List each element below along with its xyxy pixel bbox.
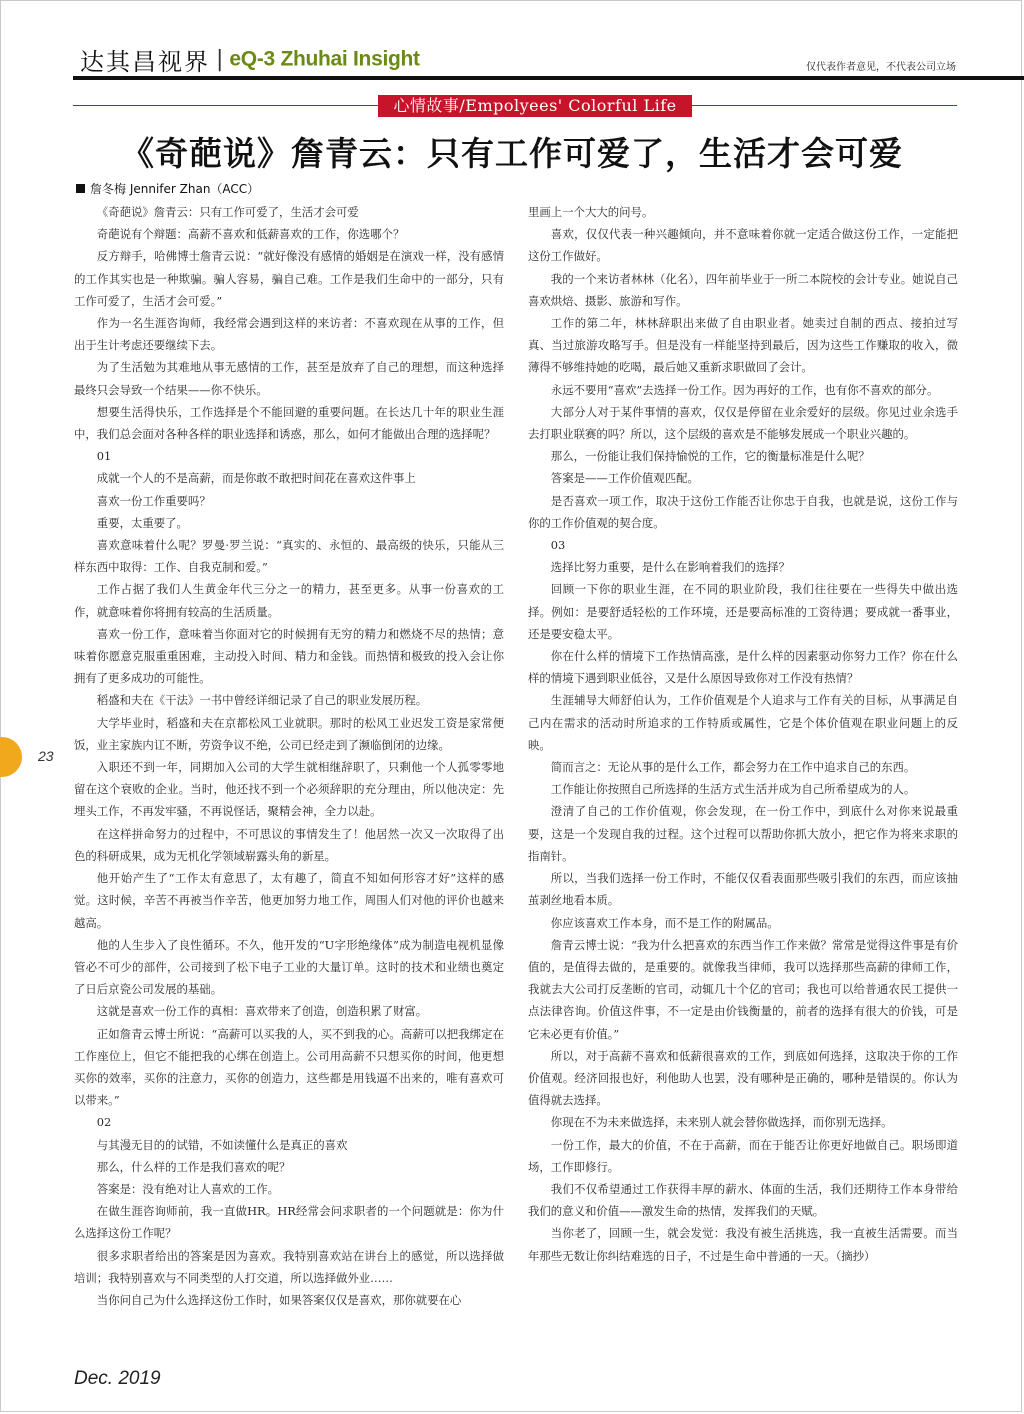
header-rule [73,76,1024,80]
paragraph: 澄清了自己的工作价值观，你会发现，在一份工作中，到底什么对你来说最重要，这是一个发现自我的过程。这个过程可以帮助你抓大放小，把它作为将来求职的指南针。 [528,804,958,863]
paragraph: 大部分人对于某件事情的喜欢，仅仅是停留在业余爱好的层级。你见过业余选手去打职业联赛的吗？所以，这个层级的喜欢是不能够发展成一个职业兴趣的。 [528,404,958,442]
paragraph: 答案是——工作价值观匹配。 [550,471,699,486]
byline [76,180,259,197]
disclaimer: 仅代表作者意见，不代表公司立场 [806,62,956,73]
paragraph: 那么，一份能让我们保持愉悦的工作，它的衡量标准是什么呢？ [550,449,870,464]
paragraph: 喜欢意味着什么呢？罗曼·罗兰说：“真实的、永恒的、最高级的快乐，只能从三样东西中取得：工作、自我克制和爱。” [74,538,504,575]
paragraph: 所以，对于高薪不喜欢和低薪很喜欢的工作，到底如何选择，这取决于你的工作价值观。经济回报也好，利他助人也罢，没有哪种是正确的，哪种是错误的。你认为值得就去选择。 [528,1048,958,1108]
page-number: 23 [38,748,54,764]
paragraph: 为了生活勉为其难地从事无感情的工作，甚至是放弃了自己的理想，而这种选择最终只会导致一个结果——你不快乐。 [74,360,504,397]
paragraph: 答案是：没有绝对让人喜欢的工作。 [96,1181,280,1196]
article-title: 《奇葩说》詹青云：只有工作可爱了，生活才会可爱 [121,134,903,173]
masthead-separator: | [216,47,224,72]
paragraph: 选择比努力重要，是什么在影响着我们的选择？ [550,560,791,575]
section-banner: 心情故事/Empolyees' Colorful Life [378,95,692,117]
paragraph: 奇葩说有个辩题：高薪不喜欢和低薪喜欢的工作，你选哪个？ [96,227,405,242]
paragraph: 很多求职者给出的答案是因为喜欢。我特别喜欢站在讲台上的感觉，所以选择做培训；我特别喜欢与不同类型的人打交道，所以选择做外业…… [74,1248,504,1285]
paragraph: 简而言之：无论从事的是什么工作，都会努力在工作中追求自己的东西。 [550,760,916,775]
square-bullet-icon [76,184,85,193]
paragraph: 重要，太重要了。 [96,515,188,530]
banner-rule-left [73,105,378,106]
paragraph: 工作占据了我们人生黄金年代三分之一的精力，甚至更多。从事一份喜欢的工作，就意味着你将拥有较高的生活质量。 [74,582,504,619]
paragraph: 你现在不为未来做选择，未来别人就会替你做选择，而你别无选择。 [550,1115,893,1130]
paragraph: 成就一个人的不是高薪，而是你敢不敢把时间花在喜欢这件事上 [96,471,416,486]
article-column-right [528,201,958,1361]
paragraph: 是否喜欢一项工作，取决于这份工作能否让你忠于自我，也就是说，这份工作与你的工作价值观的契合度。 [528,493,958,530]
paragraph: 我们不仅希望通过工作获得丰厚的薪水、体面的生活，我们还期待工作本身带给我们的意义和价值——激发生命的热情，发挥我们的天赋。 [528,1181,958,1219]
masthead [80,42,420,76]
paragraph: 01 [96,449,112,464]
paragraph: 当你问自己为什么选择这份工作时，如果答案仅仅是喜欢，那你就要在心 [96,1292,462,1307]
paragraph: 入职还不到一年，同期加入公司的大学生就相继辞职了，只剩他一个人孤零零地留在这个衰败的企业。当时，他还找不到一个必须辞职的充分理由，所以他决定：先埋头工作，不再发牢骚，不再说怪话，聚精会神，全力以赴。 [74,760,504,819]
paragraph: 回顾一下你的职业生涯，在不同的职业阶段，我们往往要在一些得失中做出选择。例如：是要舒适轻松的工作环境，还是要高标准的工资待遇；要成就一番事业，还是要安稳太平。 [528,582,958,641]
paragraph: 反方辩手，哈佛博士詹青云说：“就好像没有感情的婚姻是在演戏一样，没有感情的工作其实也是一种欺骗。骗人容易，骗自己难。工作是我们生命中的一部分，只有工作可爱了，生活才会可爱。” [74,249,504,308]
paragraph: 02 [96,1115,112,1130]
paragraph: 詹青云博士说：“我为什么把喜欢的东西当作工作来做？常常是觉得这件事是有价值的，是值得去做的，是重要的。就像我当律师，我可以选择那些高薪的律师工作，我就去大公司打反垄断的官司，动辄几十个亿的官司；我也可以给普通农民工提供一点法律咨询。价值这件事，不一定是由价钱衡量的，前者的选择有很大的价钱，可是它未必更有价值。” [528,937,958,1041]
paragraph: 作为一名生涯咨询师，我经常会遇到这样的来访者：不喜欢现在从事的工作，但出于生计考虑还要继续下去。 [74,316,504,353]
paragraph: 生涯辅导大师舒伯认为，工作价值观是个人追求与工作有关的目标，从事满足自己内在需求的活动时所追求的工作特质或属性，它是个体价值观在职业问题上的反映。 [528,693,958,752]
paragraph: 03 [550,538,566,553]
paragraph: 工作的第二年，林林辞职出来做了自由职业者。她卖过自制的西点、接拍过写真、当过旅游攻略写手。但是没有一样能坚持到最后，因为这些工作赚取的收入，微薄得不够维持她的吃喝，最后她又重新求职做回了会计。 [528,316,958,375]
paragraph: 当你老了，回顾一生，就会发觉：我没有被生活挑选，我一直被生活需要。而当年那些无数让你纠结难选的日子，不过是生命中普通的一天。（摘抄） [528,1226,958,1263]
paragraph: 他开始产生了“工作太有意思了，太有趣了，简直不知如何形容才好”这样的感觉。这时候，辛苦不再被当作辛苦，他更加努力地工作，周围人们对他的评价也越来越高。 [74,871,504,930]
paragraph: 里画上一个大大的问号。 [528,205,654,219]
paragraph: 他的人生步入了良性循环。不久，他开发的“U字形绝缘体”成为制造电视机显像管必不可少的部件，公司接到了松下电子工业的大量订单。这时的技术和业绩也奠定了日后京瓷公司发展的基础。 [74,937,504,997]
paragraph: 在做生涯咨询师前，我一直做HR。HR经常会问求职者的一个问题就是：你为什么选择这份工作呢？ [74,1204,504,1241]
paragraph: 在这样拼命努力的过程中，不可思议的事情发生了！他居然一次又一次取得了出色的科研成果，成为无机化学领域崭露头角的新星。 [74,826,504,863]
paragraph: 所以，当我们选择一份工作时，不能仅仅看表面那些吸引我们的东西，而应该抽茧剥丝地看本质。 [528,871,958,908]
paragraph: 喜欢，仅仅代表一种兴趣倾向，并不意味着你就一定适合做这份工作，一定能把这份工作做好。 [528,227,958,264]
masthead-english: eQ-3 Zhuhai Insight [229,47,420,71]
paragraph: 稻盛和夫在《干法》一书中曾经详细记录了自己的职业发展历程。 [96,693,428,708]
paragraph: 大学毕业时，稻盛和夫在京都松风工业就职。那时的松风工业迟发工资是家常便饭，业主家族内讧不断，劳资争议不绝，公司已经走到了濒临倒闭的边缘。 [74,715,504,752]
paragraph: 永远不要用“喜欢”去选择一份工作。因为再好的工作，也有你不喜欢的部分。 [550,382,939,397]
paragraph: 你应该喜欢工作本身，而不是工作的附属品。 [550,915,779,930]
paragraph: 这就是喜欢一份工作的真相：喜欢带来了创造，创造积累了财富。 [96,1004,428,1019]
author-name: 詹冬梅 Jennifer Zhan（ACC） [90,182,260,196]
paragraph: 工作能让你按照自己所选择的生活方式生活并成为自己所希望成为的人。 [550,782,916,797]
paragraph: 你在什么样的情境下工作热情高涨，是什么样的因素驱动你努力工作？你在什么样的情境下遇到职业低谷，又是什么原因导致你对工作没有热情？ [528,649,958,686]
paragraph: 一份工作，最大的价值，不在于高薪，而在于能否让你更好地做自己。职场即道场，工作即修行。 [528,1137,958,1174]
masthead-chinese: 达其昌视界 [80,48,210,76]
footer-date: Dec. 2019 [74,1368,161,1389]
paragraph: 那么，什么样的工作是我们喜欢的呢？ [96,1159,291,1174]
banner-rule-right [692,105,957,106]
paragraph: 《奇葩说》詹青云：只有工作可爱了，生活才会可爱 [96,205,359,219]
paragraph: 正如詹青云博士所说：“高薪可以买我的人，买不到我的心。高薪可以把我绑定在工作座位上，但它不能把我的心绑在创造上。公司用高薪不只想买你的时间，他更想买你的效率，买你的注意力，买你的创造力，这些都是用钱逼不出来的，唯有喜欢可以带来。” [74,1026,504,1108]
paragraph: 想要生活得快乐，工作选择是个不能回避的重要问题。在长达几十年的职业生涯中，我们总会面对各种各样的职业选择和诱惑，那么，如何才能做出合理的选择呢？ [74,404,504,442]
paragraph: 喜欢一份工作重要吗？ [96,493,211,508]
paragraph: 喜欢一份工作，意味着当你面对它的时候拥有无穷的精力和燃烧不尽的热情；意味着你愿意克服重重困难，主动投入时间、精力和金钱。而热情和极致的投入会让你拥有了更多成功的可能性。 [74,626,504,686]
article-column-left [74,201,504,1361]
paragraph: 我的一个来访者林林（化名），四年前毕业于一所二本院校的会计专业。她说自己喜欢烘焙、摄影、旅游和写作。 [528,271,958,308]
paragraph: 与其漫无目的的试错，不如读懂什么是真正的喜欢 [96,1137,348,1152]
